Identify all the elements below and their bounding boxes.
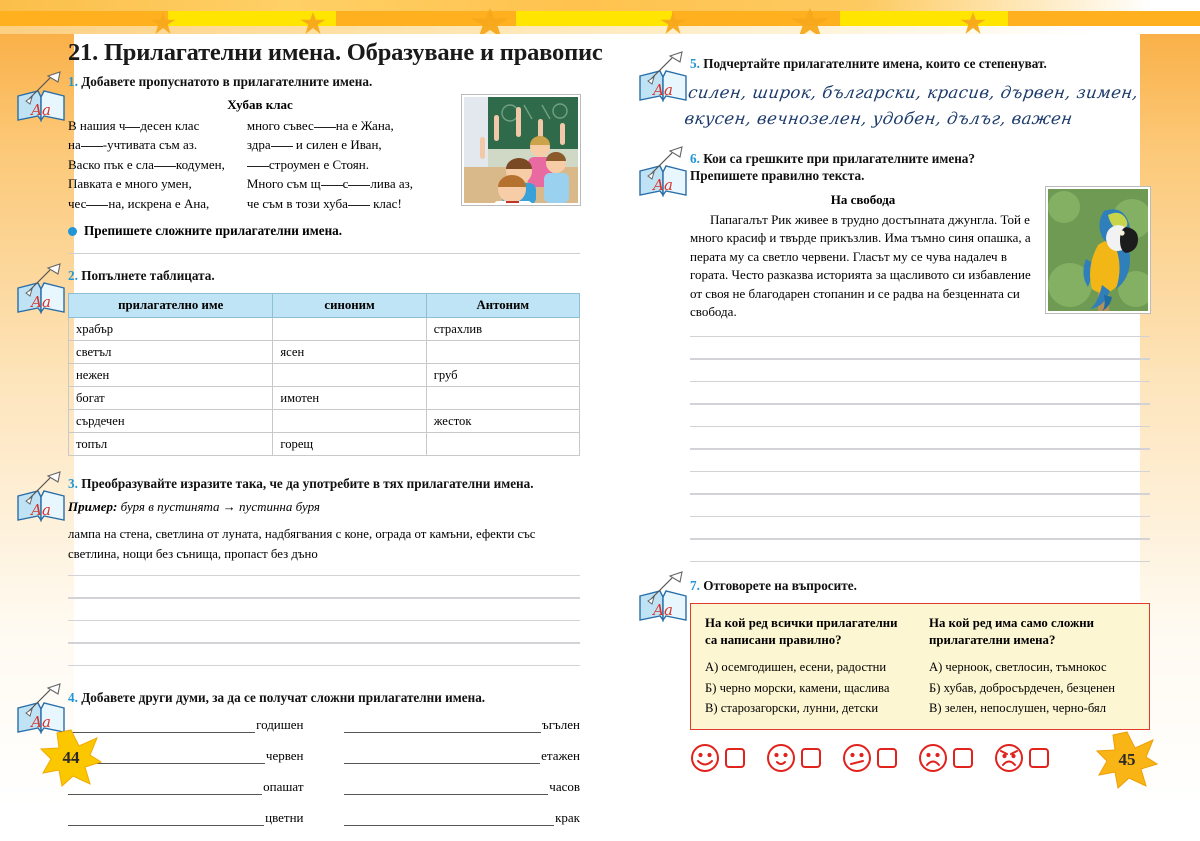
exercise-4-heading <box>68 690 580 707</box>
quiz-question-1 <box>705 615 911 718</box>
exercise-4-number: 4. <box>68 690 78 706</box>
exercise-4 <box>31 690 580 826</box>
writing-line[interactable] <box>690 471 1150 473</box>
table-row <box>69 387 580 410</box>
book-pen-icon <box>14 70 68 128</box>
table-row <box>69 433 580 456</box>
table-cell-antonym: груб <box>426 364 579 387</box>
table-cell-adjective: богат <box>69 387 273 410</box>
exercise-1-instruction: Добавете пропуснатото в прилагателните имена. <box>81 74 373 89</box>
word-suffix: часов <box>549 779 580 795</box>
poem-line: здра и силен е Иван, <box>246 137 382 153</box>
poem-title: Хубав клас <box>227 96 293 112</box>
exercise-7 <box>653 578 1150 773</box>
quiz-option[interactable]: А) осемгодишен, есени, радостни <box>705 660 887 675</box>
exercise-6-instruction-line2: Препишете правилно текста. <box>690 167 865 183</box>
word-cell-left[interactable] <box>68 779 304 795</box>
poem-columns <box>68 116 452 214</box>
quiz-question-title: На кой ред всички прилагателни са написани правилно? <box>705 615 898 647</box>
page-number: 45 <box>1118 750 1136 769</box>
word-suffix: етажен <box>541 748 580 764</box>
exercise-7-instruction: Отговорете на въпросите. <box>703 578 857 594</box>
word-suffix: годишен <box>256 717 304 733</box>
rating-checkbox[interactable] <box>953 748 973 768</box>
page-title: 21. Прилагателни имена. Образуване и правопис <box>68 39 603 66</box>
table-cell-antonym[interactable] <box>426 387 579 410</box>
exercise-5-instruction: Подчертайте прилагателните имена, които се степенуват. <box>703 56 1047 71</box>
quiz-option[interactable]: Б) черно морски, камени, щаслива <box>705 680 890 695</box>
svg-text:Aa: Aa <box>31 501 51 520</box>
exercise-5-heading <box>690 56 1150 73</box>
writing-line[interactable] <box>690 381 1150 383</box>
table-cell-antonym: жесток <box>426 410 579 433</box>
exercise-1 <box>31 74 580 254</box>
quiz-box <box>690 603 1150 730</box>
rating-option-sad[interactable] <box>918 743 973 773</box>
table-row <box>69 410 580 433</box>
fill-blank-line[interactable] <box>344 750 540 764</box>
left-page-column <box>31 74 580 841</box>
table-cell-adjective: топъл <box>69 433 273 456</box>
writing-line[interactable] <box>690 426 1150 428</box>
exercise-4-instruction: Добавете други думи, за да се получат сложни прилагателни имена. <box>81 690 486 706</box>
fill-blank-line[interactable] <box>344 812 554 826</box>
rating-checkbox[interactable] <box>877 748 897 768</box>
exercise-6-heading <box>690 151 1150 185</box>
word-cell-right[interactable] <box>344 779 580 795</box>
neutral-face-icon <box>842 743 872 773</box>
exercise-6-instruction-line1: Кои са грешките при прилагателните имена? <box>703 151 975 167</box>
rating-option-happy[interactable] <box>766 743 821 773</box>
quiz-option[interactable]: Б) хубав, добросърдечен, безценен <box>929 680 1116 695</box>
top-banner-decoration <box>0 0 1200 34</box>
poem-line: чес на, искрена е Ана, <box>68 195 210 211</box>
parrot-photo <box>1046 187 1150 313</box>
handwritten-line[interactable]: силен, широк, български, красив, дървен, зимен, <box>686 82 1140 102</box>
poem-line: строумен е Стоян. <box>247 155 413 175</box>
writing-line[interactable] <box>68 665 580 667</box>
story-title: На свобода <box>830 191 896 207</box>
exercise-1-bullet-task <box>68 223 580 239</box>
fill-blank-line[interactable] <box>68 812 264 826</box>
self-assessment-row <box>690 743 1150 773</box>
rating-checkbox[interactable] <box>725 748 745 768</box>
table-header-adjective: прилагателно име <box>69 294 273 318</box>
table-cell-synonym[interactable] <box>273 318 426 341</box>
table-cell-antonym[interactable] <box>426 433 579 456</box>
book-pen-icon <box>636 570 690 628</box>
book-pen-icon <box>636 145 690 203</box>
fill-blank-line[interactable] <box>344 781 548 795</box>
angry-face-icon <box>994 743 1024 773</box>
table-cell-synonym[interactable] <box>273 410 426 433</box>
poem-line: че съм в този хуба клас! <box>246 195 402 211</box>
section-divider <box>68 253 580 254</box>
exercise-6-answer-lines[interactable] <box>690 336 1150 563</box>
bullet-dot-icon <box>68 227 77 236</box>
exercise-5-number: 5. <box>690 56 700 71</box>
writing-line[interactable] <box>690 403 1150 405</box>
exercise-1-heading <box>68 74 580 91</box>
exercise-2-heading <box>68 268 580 285</box>
exercise-3-answer-lines[interactable] <box>68 575 580 667</box>
svg-text:Aa: Aa <box>31 293 51 312</box>
word-cell-right[interactable] <box>344 810 580 826</box>
writing-line[interactable] <box>690 516 1150 518</box>
exercise-2-instruction: Попълнете таблицата. <box>81 268 215 284</box>
svg-text:Aa: Aa <box>653 601 673 620</box>
exercise-1-number: 1. <box>68 74 78 89</box>
table-cell-adjective: нежен <box>69 364 273 387</box>
happy-face-icon <box>766 743 796 773</box>
exercise-5 <box>653 56 1150 131</box>
table-cell-antonym: страхлив <box>426 318 579 341</box>
exercise-6-number: 6. <box>690 151 700 167</box>
writing-line[interactable] <box>690 336 1150 338</box>
page-number: 44 <box>62 748 80 767</box>
rating-option-angry[interactable] <box>994 743 1049 773</box>
table-cell-synonym: ясен <box>273 341 426 364</box>
writing-line[interactable] <box>690 538 1150 540</box>
writing-line[interactable] <box>690 448 1150 450</box>
handwritten-line[interactable]: вкусен, вечнозелен, удобен, дълъг, важен <box>683 108 1074 128</box>
word-cell-right[interactable] <box>344 717 580 733</box>
poem-line: Павката е много умен, <box>68 176 192 192</box>
exercise-2-number: 2. <box>68 268 78 284</box>
word-suffix: ъгълен <box>542 717 580 733</box>
word-suffix: червен <box>265 748 304 764</box>
quiz-question-2 <box>929 615 1135 718</box>
writing-line[interactable] <box>690 493 1150 495</box>
table-row <box>69 341 580 364</box>
sad-face-icon <box>918 743 948 773</box>
exercise-1-bullet-text: Препишете сложните прилагателни имена. <box>84 223 343 239</box>
writing-line[interactable] <box>68 620 580 622</box>
word-row <box>68 810 580 826</box>
right-page-column <box>653 56 1150 777</box>
poem-line: на -учтивата съм аз. <box>68 137 198 153</box>
quiz-question-title: На кой ред има само сложни прилагателни имена? <box>929 615 1094 647</box>
table-header-row <box>69 294 580 318</box>
poem-line: Много съм щ с лива аз, <box>246 176 413 192</box>
book-pen-icon <box>636 50 690 108</box>
writing-line[interactable] <box>690 358 1150 360</box>
banner-band-bottom <box>0 26 1200 34</box>
table-cell-synonym: горещ <box>273 433 426 456</box>
poem-line: много съвес на е Жана, <box>246 117 394 133</box>
table-row <box>69 318 580 341</box>
poem-line: Васко пък е сла кодумен, <box>68 156 225 172</box>
book-pen-icon <box>14 470 68 528</box>
table-cell-antonym[interactable] <box>426 341 579 364</box>
quiz-option[interactable]: А) черноок, светлосин, тъмнокос <box>929 660 1107 675</box>
page-number-star-right <box>1096 731 1158 789</box>
exercise-5-handwritten-words[interactable] <box>683 80 1150 131</box>
exercise-6 <box>653 151 1150 562</box>
svg-text:Aa: Aa <box>31 101 51 119</box>
rating-option-neutral[interactable] <box>842 743 897 773</box>
classroom-photo <box>462 95 580 205</box>
very-happy-face-icon <box>690 743 720 773</box>
table-header-antonym: Антоним <box>426 294 579 318</box>
word-cell-right[interactable] <box>344 748 580 764</box>
synonym-antonym-table <box>68 293 580 456</box>
book-pen-icon <box>14 262 68 320</box>
svg-text:Aa: Aa <box>653 176 673 195</box>
table-cell-adjective: храбър <box>69 318 273 341</box>
exercise-3 <box>31 476 580 666</box>
table-cell-synonym: имотен <box>273 387 426 410</box>
exercise-2 <box>31 268 580 456</box>
exercise-4-word-rows <box>68 717 580 826</box>
example-label: Пример: <box>68 499 118 515</box>
exercise-3-number: 3. <box>68 476 78 492</box>
rating-checkbox[interactable] <box>1029 748 1049 768</box>
exercise-3-example <box>68 499 580 515</box>
writing-line[interactable] <box>68 597 580 599</box>
rating-option-very-happy[interactable] <box>690 743 745 773</box>
poem-left-column <box>68 116 225 214</box>
word-suffix: опашат <box>263 779 304 795</box>
banner-band-top <box>0 0 1200 11</box>
table-cell-synonym[interactable] <box>273 364 426 387</box>
page-number-star-left <box>40 729 102 787</box>
word-cell-left[interactable] <box>68 810 304 826</box>
table-cell-adjective: сърдечен <box>69 410 273 433</box>
quiz-option[interactable]: В) старозагорски, лунни, детски <box>705 700 879 715</box>
svg-text:Aa: Aa <box>653 81 673 99</box>
word-cell-left[interactable] <box>68 717 304 733</box>
word-suffix: крак <box>555 810 580 826</box>
table-cell-adjective: светъл <box>69 341 273 364</box>
word-row <box>68 717 580 733</box>
quiz-option[interactable]: В) зелен, непослушен, черно-бял <box>929 700 1107 715</box>
poem-right-column <box>247 116 413 214</box>
exercise-3-instruction: Преобразувайте изразите така, че да употребите в тях прилагателни имена. <box>81 476 534 492</box>
table-header-synonym: синоним <box>273 294 426 318</box>
fill-blank-line[interactable] <box>344 719 541 733</box>
writing-line[interactable] <box>68 575 580 577</box>
exercise-7-heading <box>690 578 1150 595</box>
exercise-7-number: 7. <box>690 578 700 594</box>
writing-line[interactable] <box>690 561 1150 563</box>
word-suffix: цветни <box>265 810 304 826</box>
example-text: буря в пустинята → пустинна буря <box>120 499 320 515</box>
poem-line: В нашия ч десен клас <box>68 117 200 133</box>
table-row <box>69 364 580 387</box>
exercise-3-phrases: лампа на стена, светлина от луната, надбягвания с коне, ограда от камъни, ефекти със светлина, нощи без сънища, пропаст без дъно <box>68 527 536 561</box>
word-cell-left[interactable] <box>68 748 304 764</box>
exercise-3-heading <box>68 476 580 493</box>
rating-checkbox[interactable] <box>801 748 821 768</box>
writing-line[interactable] <box>68 642 580 644</box>
story-text: Папагалът Рик живее в трудно достъпната джунгла. Той е много красиф и твърде прикъзлив. Има тъмно синя опашка, а перата му са светло червени. Гласът му се чува надалеч в гората. Често разказва историята за щасливото си избавление от своя не благодарен стопанин и се радва на безценната си свобода. <box>690 211 1031 320</box>
word-row <box>68 779 580 795</box>
word-row <box>68 748 580 764</box>
svg-text:Aa: Aa <box>31 713 51 732</box>
banner-band-middle <box>0 11 1200 26</box>
